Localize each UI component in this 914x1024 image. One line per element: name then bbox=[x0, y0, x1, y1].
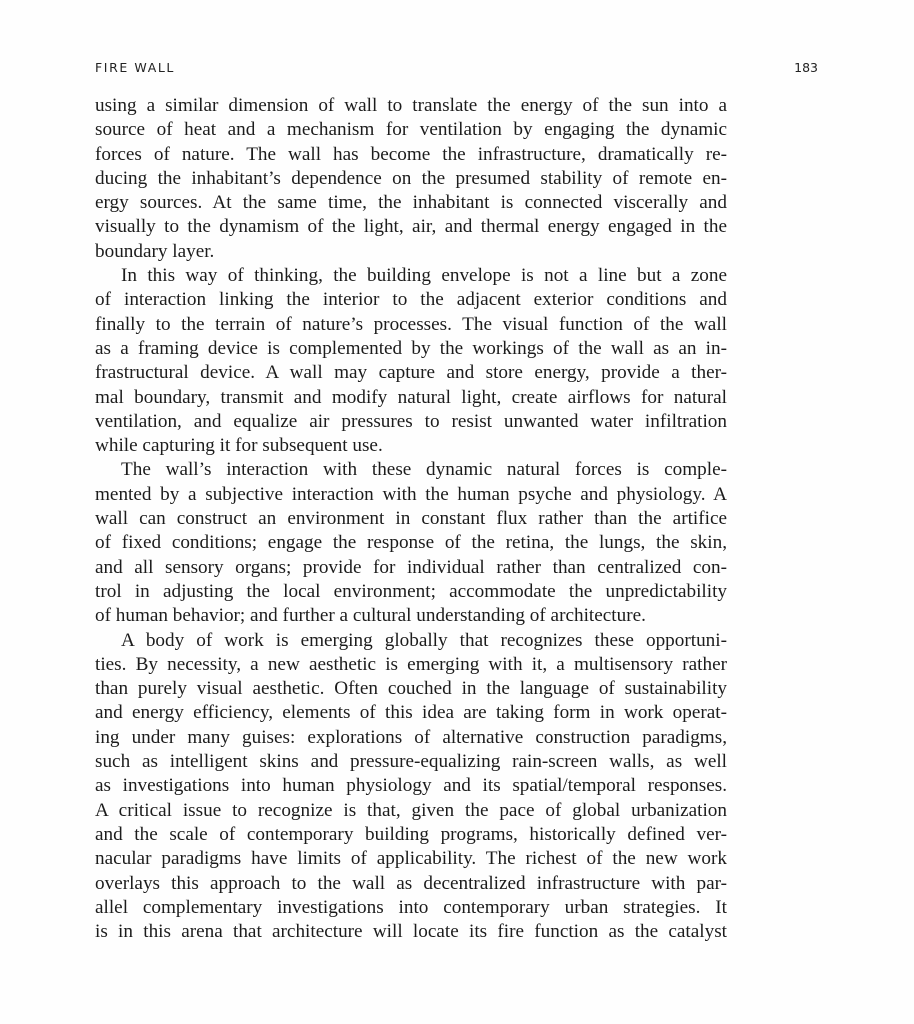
text-line: finally to the terrain of nature’s processes. The visual function of the wall bbox=[95, 313, 727, 335]
text-line: The wall’s interaction with these dynamic natural forces is comple- bbox=[121, 459, 727, 481]
text-line: of human behavior; and further a cultural understanding of architecture. bbox=[95, 605, 646, 627]
text-line: forces of nature. The wall has become the infrastructure, dramatically re- bbox=[95, 143, 727, 165]
text-line: ducing the inhabitant’s dependence on the presumed stability of remote en- bbox=[95, 167, 727, 189]
text-line: wall can construct an environment in constant flux rather than the artifice bbox=[95, 508, 727, 530]
text-line: mented by a subjective interaction with the human psyche and physiology. A bbox=[95, 483, 727, 505]
text-line: is in this arena that architecture will locate its fire function as the catalyst bbox=[95, 921, 727, 943]
text-line: mal boundary, transmit and modify natural light, create airflows for natural bbox=[95, 386, 727, 408]
text-line: such as intelligent skins and pressure-equalizing rain-screen walls, as well bbox=[95, 751, 727, 773]
text-line: nacular paradigms have limits of applicability. The richest of the new work bbox=[95, 848, 727, 870]
body-text bbox=[95, 94, 727, 944]
text-line: A body of work is emerging globally that recognizes these opportuni- bbox=[121, 629, 727, 651]
paragraph bbox=[95, 458, 727, 628]
text-line: as a framing device is complemented by the workings of the wall as an in- bbox=[95, 337, 727, 359]
text-line: of fixed conditions; engage the response of the retina, the lungs, the skin, bbox=[95, 532, 727, 554]
text-line: and the scale of contemporary building programs, historically defined ver- bbox=[95, 823, 727, 845]
text-line: of interaction linking the interior to the adjacent exterior conditions and bbox=[95, 289, 727, 311]
text-line: than purely visual aesthetic. Often couched in the language of sustainability bbox=[95, 678, 727, 700]
paragraph bbox=[95, 264, 727, 458]
text-line: trol in adjusting the local environment; accommodate the unpredictability bbox=[95, 580, 727, 602]
text-line: allel complementary investigations into contemporary urban strategies. It bbox=[95, 896, 727, 918]
text-line: while capturing it for subsequent use. bbox=[95, 435, 383, 457]
paragraph bbox=[95, 94, 727, 264]
text-line: ties. By necessity, a new aesthetic is emerging with it, a multisensory rather bbox=[95, 653, 727, 675]
text-line: using a similar dimension of wall to translate the energy of the sun into a bbox=[95, 95, 727, 116]
text-line: and energy efficiency, elements of this idea are taking form in work operat- bbox=[95, 702, 727, 724]
paragraph bbox=[95, 629, 727, 945]
text-line: In this way of thinking, the building envelope is not a line but a zone bbox=[121, 265, 727, 287]
text-line: ing under many guises: explorations of alternative construction paradigms, bbox=[95, 726, 727, 748]
text-line: overlays this approach to the wall as decentralized infrastructure with par- bbox=[95, 872, 727, 894]
text-line: source of heat and a mechanism for ventilation by engaging the dynamic bbox=[95, 119, 727, 141]
text-line: and all sensory organs; provide for individual rather than centralized con- bbox=[95, 556, 727, 578]
page-number: 183 bbox=[794, 60, 818, 75]
text-line: as investigations into human physiology and its spatial/temporal responses. bbox=[95, 775, 727, 797]
text-line: frastructural device. A wall may capture and store energy, provide a ther- bbox=[95, 362, 727, 384]
text-line: ergy sources. At the same time, the inhabitant is connected viscerally and bbox=[95, 192, 727, 214]
text-line: A critical issue to recognize is that, given the pace of global urbanization bbox=[95, 799, 727, 821]
running-head: FIRE WALL bbox=[95, 60, 175, 75]
text-line: visually to the dynamism of the light, air, and thermal energy engaged in the bbox=[95, 216, 727, 238]
text-line: ventilation, and equalize air pressures to resist unwanted water infiltration bbox=[95, 410, 727, 432]
text-line: boundary layer. bbox=[95, 240, 215, 262]
